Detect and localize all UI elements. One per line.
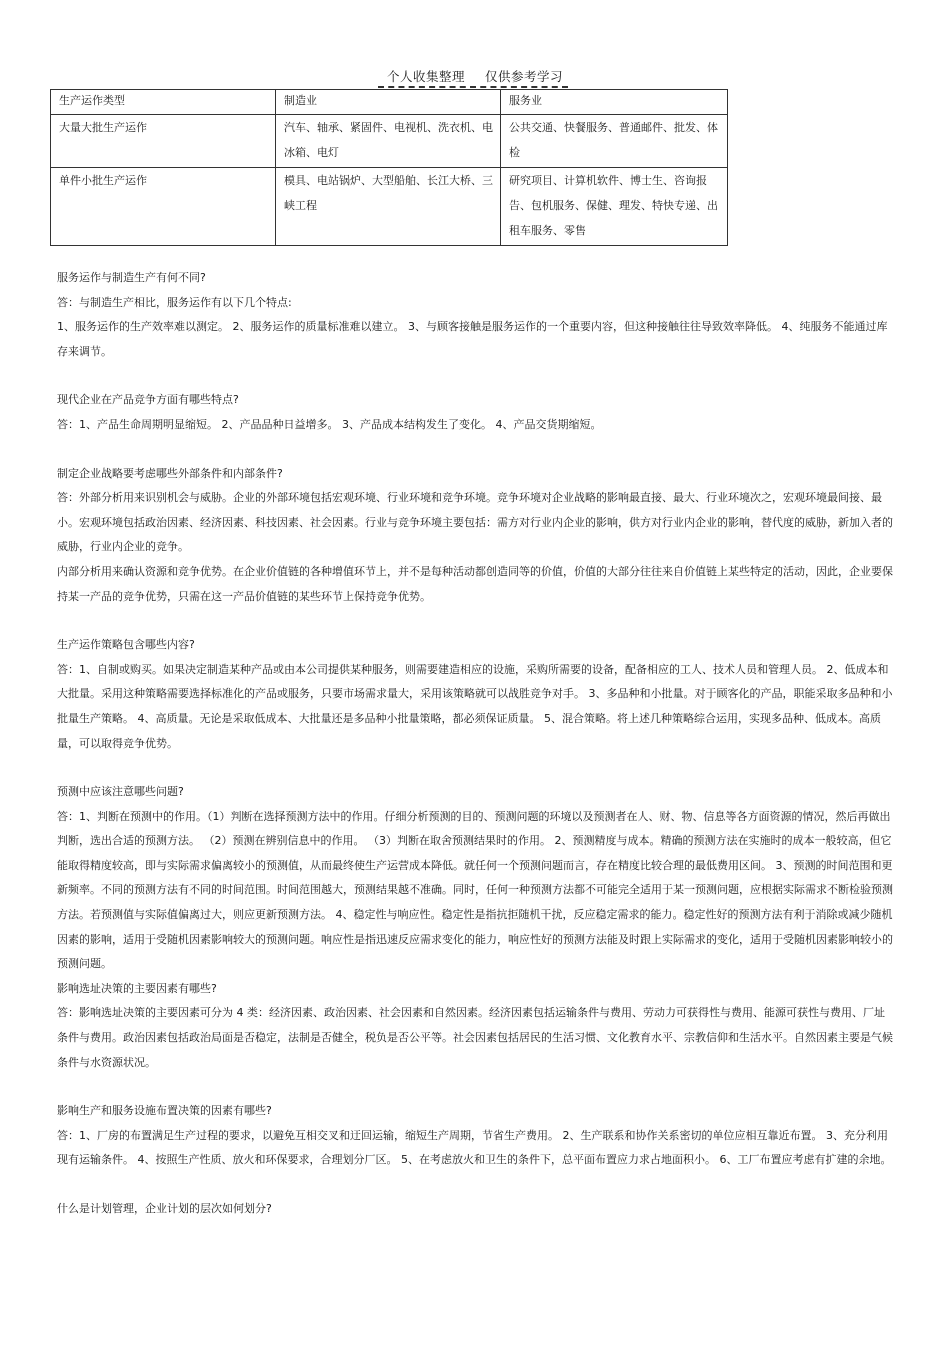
answer-paragraph: 答：与制造生产相比，服务运作有以下几个特点: [57, 295, 292, 309]
answer-paragraph: 答：外部分析用来识别机会与威胁。企业的外部环境包括宏观环境、行业环境和竞争环境。竞争环境对企业战略的影响最直接、最大、行业环境次之，宏观环境最间接、最小。宏观环境包括政治因素、经济因素、科技因素、社会因素。行业与竞争环境主要包括：需方对行业内企业的影响，供方对行业内企业的影响，替代度的威胁，新加入者的威胁，行业内企业的竞争。 [57, 491, 893, 554]
question-heading: 什么是计划管理，企业计划的层次如何划分? [57, 1202, 272, 1215]
table-cell: 公共交通、快餐服务、普通邮件、批发、体检 [501, 115, 728, 168]
table-header-cell: 制造业 [276, 90, 501, 115]
table-header-cell: 生产运作类型 [51, 90, 276, 115]
table-row [51, 115, 728, 168]
table-cell: 汽车、轴承、紧固件、电视机、洗衣机、电冰箱、电灯 [276, 115, 501, 168]
answer-paragraph: 答：影响选址决策的主要因素可分为 4 类：经济因素、政治因素、社会因素和自然因素。经济因素包括运输条件与费用、劳动力可获得性与费用、能源可获性与费用、厂址条件与费用。政治因素包括政治局面是否稳定，法制是否健全，税负是否公平等。社会因素包括居民的生活习惯、文化教育水平、宗教信仰和生活水平。自然因素主要是气候条件与水资源状况。 [57, 1006, 893, 1069]
question-heading: 现代企业在产品竞争方面有哪些特点? [57, 393, 239, 407]
answer-paragraph: 答：1、产品生命周期明显缩短。 2、产品品种日益增多。 3、产品成本结构发生了变化。 4、产品交货期缩短。 [57, 417, 602, 431]
answer-paragraph: 1、服务运作的生产效率难以测定。 2、服务运作的质量标准难以建立。 3、与顾客接触是服务运作的一个重要内容，但这种接触往往导致效率降低。 4、纯服务不能通过库存来调节。 [57, 320, 888, 358]
question-heading: 影响选址决策的主要因素有哪些? [57, 981, 217, 995]
question-heading: 制定企业战略要考虑哪些外部条件和内部条件? [57, 466, 283, 480]
question-heading: 影响生产和服务设施布置决策的因素有哪些? [57, 1104, 272, 1118]
table-cell: 研究项目、计算机软件、博士生、咨询报告、包机服务、保健、理发、特快专递、出租车服务、零售 [501, 168, 728, 246]
operations-type-table [50, 89, 728, 246]
table-cell: 大量大批生产运作 [51, 115, 276, 168]
header-left-text: 个人收集整理 [386, 69, 465, 84]
answer-paragraph: 内部分析用来确认资源和竞争优势。在企业价值链的各种增值环节上，并不是每种活动都创造同等的价值，价值的大部分往往来自价值链上某些特定的活动，因此，企业要保持某一产品的竞争优势，只需在这一产品价值链的某些环节上保持竞争优势。 [57, 564, 893, 603]
qa-content [57, 266, 895, 1222]
table-row [51, 168, 728, 246]
page-header [0, 67, 950, 85]
header-underline [378, 86, 568, 88]
question-heading: 预测中应该注意哪些问题? [57, 785, 184, 799]
table-header-row [51, 90, 728, 115]
table-cell: 模具、电站锅炉、大型船舶、长江大桥、三峡工程 [276, 168, 501, 246]
table-header-cell: 服务业 [501, 90, 728, 115]
answer-paragraph: 答：1、自制或购买。如果决定制造某种产品或由本公司提供某种服务，则需要建造相应的设施，采购所需要的设备，配备相应的工人、技术人员和管理人员。 2、低成本和大批量。采用这种策略需要选择标准化的产品或服务，只要市场需求量大，采用该策略就可以战胜竞争对手。 3、多品种和小批量。对于顾客化的产品，职能采取多品种和小批量生产策略。 4、高质量。无论是采取低成本、大批量还是多品种小批量策略，都必须保证质量。 5、混合策略。将上述几种策略综合运用，实现多品种、低成本。高质量，可以取得竞争优势。 [57, 662, 893, 750]
header-right-text: 仅供参考学习 [485, 69, 564, 84]
question-heading: 服务运作与制造生产有何不同? [57, 271, 206, 284]
answer-paragraph: 答：1、厂房的布置满足生产过程的要求，以避免互相交叉和迂回运输，缩短生产周期，节省生产费用。 2、生产联系和协作关系密切的单位应相互靠近布置。 3、充分利用现有运输条件。 4、按照生产性质、放火和环保要求，合理划分厂区。 5、在考虑放火和卫生的条件下，总平面布置应力求占地面积小。 6、工厂布置应考虑有扩建的余地。 [57, 1128, 892, 1167]
table-cell: 单件小批生产运作 [51, 168, 276, 246]
answer-paragraph: 答：1、判断在预测中的作用。（1）判断在选择预测方法中的作用。仔细分析预测的目的、预测问题的环境以及预测者在人、财、物、信息等各方面资源的情况，然后再做出判断，选出合适的预测方法。 （2）预测在辨别信息中的作用。 （3）判断在取舍预测结果时的作用。 2、预测精度与成本。精确的预测方法在实施时的成本一般较高，但它能取得精度较高，即与实际需求偏离较小的预测值，从而最终使生产运营成本降低。就任何一个预测问题而言，存在精度比较合理的最低费用区间。 3、预测的时间范围和更新频率。不同的预测方法有不同的时间范围。时间范围越大，预测结果越不准确。同时，任何一种预测方法都不可能完全适用于某一预测问题，应根据实际需求不断检验预测方法。若预测值与实际值偏离过大，则应更新预测方法。 4、稳定性与响应性。稳定性是指抗拒随机干扰，反应稳定需求的能力。稳定性好的预测方法有利于消除或减少随机因素的影响，适用于受随机因素影响较大的预测问题。响应性是指迅速反应需求变化的能力，响应性好的预测方法能及时跟上实际需求的变化，适用于受随机因素影响较小的预测问题。 [57, 809, 893, 971]
question-heading: 生产运作策略包含哪些内容? [57, 638, 195, 652]
